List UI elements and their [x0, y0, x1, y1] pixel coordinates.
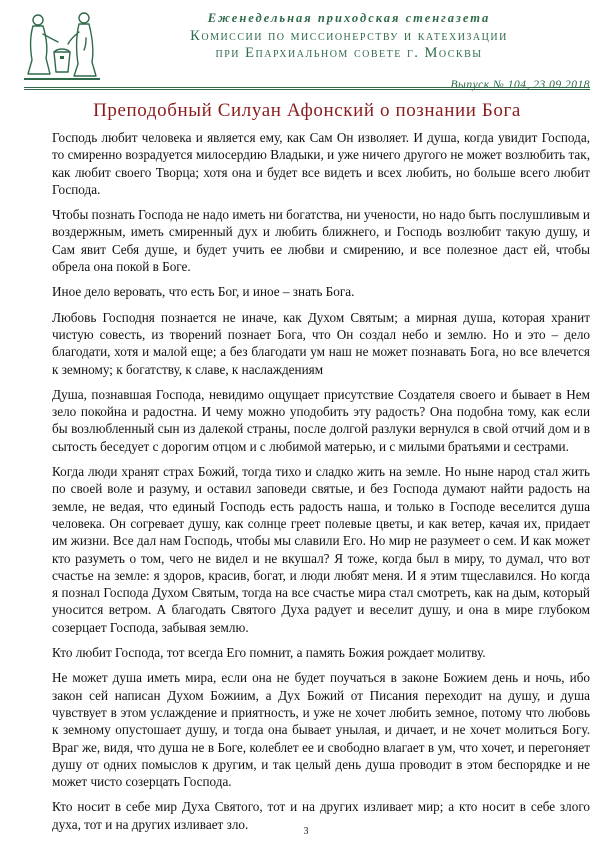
paragraph: Не может душа иметь мира, если она не будет поучаться в законе Божием день и ночь, ибо закон сей написан Духом Божиим, а Дух Божий от Писания переходит на душу, и душа чувствует в этом услаждение и приятность, и уже не хочет любить земное, потому что любовь к земному опустошает душу, и тогда она бывает унылая, и дичает, и не хочет молиться Богу. Враг же, видя, что душа не в Боге, колеблет ее и свободно влагает в ум, что хочет, и перегоняет душу от одних помыслов к другим, и так целый день душа проводит в этом беспорядке и не может чисто созерцать Господа.: [52, 670, 590, 790]
paragraph: Когда люди хранят страх Божий, тогда тихо и сладко жить на земле. Но ныне народ стал жить по своей воле и разуму, и оставил заповеди святые, и без Господа думают найти радость на земле, не ведая, что единый Господь есть радость наша, и только в Господе веселится душа человека. Он согревает душу, как солнце греет полевые цветы, и как ветер, качая их, придает им жизни. Все дал нам Господь, чтобы мы славили Его. Но мир не разумеет о сем. И как может кто разуметь о том, чего не видел и не вкушал? Я тоже, когда был в миру, то думал, что вот счастье на земле: я здоров, красив, богат, и люди любят меня. И я этим тщеславился. Но когда я познал Господа Духом Святым, тогда на все счастье мира стал смотреть, как на дым, который уносится ветром. А благодать Святого Духа радует и веселит душу, и она в мире глубоком созерцает Господа, забывая землю.: [52, 464, 590, 635]
masthead-subtitle: Еженедельная приходская стенгазета: [207, 11, 491, 25]
masthead: [24, 8, 590, 98]
article-title: Преподобный Силуан Афонский о познании Бога: [93, 100, 521, 121]
paragraph: Чтобы познать Господа не надо иметь ни богатства, ни учености, но надо быть послушливым и воздержным, иметь смиренный дух и любить ближнего, и Господь возлюбит такую душу, и Сам явит Себя душе, и будет учить ее любви и смирению, и все полезное даст ей, чтобы обрела она покой в Боге.: [52, 207, 590, 275]
page-number: 3: [303, 826, 309, 837]
paragraph: Кто любит Господа, тот всегда Его помнит, а память Божия рождает молитву.: [52, 645, 486, 661]
logo-icon: [24, 8, 100, 82]
paragraph: Душа, познавшая Господа, невидимо ощущает присутствие Создателя своего и бывает в Нем зело покойна и радостна. И чему можно уподобить эту радость? Она подобна тому, как если бы возлюбленный сын из далекой страны, после долгой разлуки вернулся в свой отчий дом и в сытость беседует с дорогим отцом и с любимой матерью, и с милыми братьями и сестрами.: [52, 386, 590, 454]
header-divider-secondary: [24, 89, 590, 90]
paragraph: Господь любит человека и является ему, как Сам Он изволяет. И душа, когда увидит Господа, то смиренно возрадуется милосердию Владыки, и уже ничего другого не может возлюбить так, как любит своего Творца; хотя она и будет все видеть и всех любить, но больше всего любит Господа.: [52, 130, 590, 197]
masthead-text: [106, 8, 592, 62]
masthead-organization-line2: при Епархиальном совете г. Москвы: [215, 45, 483, 61]
header-divider: [24, 87, 590, 88]
article-body: [52, 129, 590, 841]
paragraph: Иное дело веровать, что есть Бог, и иное – знать Бога.: [52, 284, 355, 300]
masthead-organization: Комиссии по миссионерству и катехизации: [190, 28, 508, 44]
paragraph: Кто носит в себе мир Духа Святого, тот и на других изливает мир; а кто носит в себе злого духа, тот и на других изливает зло.: [52, 799, 590, 832]
issue-info: Выпуск № 104, 23.09.2018: [450, 79, 590, 91]
paragraph: Любовь Господня познается не иначе, как Духом Святым; а мирная душа, которая хранит чистую совесть, из творений познает Бога, что Он создал небо и землю. Но и это – дело благодати, хотя и малой еще; а без благодати ум наш не может познавать Бога, но все влечется к земному; к богатству, к славе, к наслаждениям: [52, 309, 590, 377]
